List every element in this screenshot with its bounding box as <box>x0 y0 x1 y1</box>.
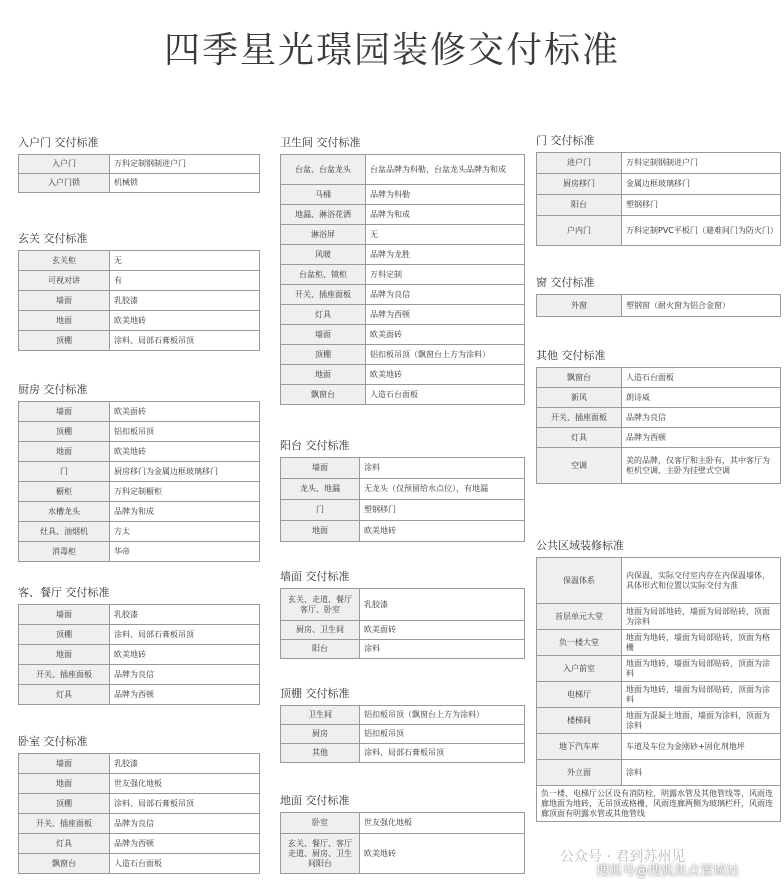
item-label: 台盆柜、镜柜 <box>281 265 366 285</box>
table-row <box>281 521 525 542</box>
item-value: 欧美地砖 <box>360 834 525 874</box>
item-label: 开关、插座面板 <box>19 665 110 685</box>
table-row <box>537 760 781 786</box>
item-value: 美的品牌，仅客厅和主卧有，其中客厅为柜机空调、主卧为挂壁式空调 <box>622 448 781 484</box>
table-row <box>19 482 260 502</box>
item-value: 品牌为科勒 <box>366 185 525 205</box>
table-row <box>19 155 260 174</box>
item-value: 朗诗威 <box>622 388 781 408</box>
item-label: 门 <box>281 500 360 521</box>
item-value: 涂料、局部石膏板吊顶 <box>110 625 260 645</box>
section-bathroom <box>280 135 525 405</box>
table-row <box>537 295 781 317</box>
section-title: 玄关 交付标准 <box>18 232 88 245</box>
table-row <box>19 665 260 685</box>
spec-table <box>18 154 260 193</box>
table-row <box>537 388 781 408</box>
item-value: 品牌为良信 <box>622 408 781 428</box>
item-value: 人造石台面板 <box>366 385 525 405</box>
item-value: 欧美地砖 <box>110 311 260 331</box>
table-row <box>19 834 260 854</box>
item-value: 欧美面砖 <box>360 621 525 640</box>
table-row <box>19 522 260 542</box>
item-label: 厨房 <box>281 725 360 744</box>
item-value: 机械锁 <box>110 174 260 193</box>
spec-table <box>280 457 525 542</box>
item-label: 门 <box>19 462 110 482</box>
table-row <box>281 225 525 245</box>
item-label: 灯具 <box>19 685 110 705</box>
item-value: 铝扣板吊顶 <box>110 422 260 442</box>
section-title: 厨房 交付标准 <box>18 383 88 396</box>
table-row <box>537 708 781 734</box>
item-value: 品牌为良信 <box>110 665 260 685</box>
table-row <box>19 442 260 462</box>
item-label: 阳台 <box>281 640 360 659</box>
item-label: 空调 <box>537 448 622 484</box>
item-label: 卧室 <box>281 813 360 834</box>
spec-table <box>18 250 260 351</box>
table-row <box>19 794 260 814</box>
item-value: 地面为混凝土地面，墙面为涂料，顶面为涂料 <box>622 708 781 734</box>
item-value: 人造石台面板 <box>110 854 260 874</box>
item-label: 玄关、餐厅、客厅走道、厨房、卫生间阳台 <box>281 834 360 874</box>
item-value: 乳胶漆 <box>360 589 525 621</box>
spec-table <box>536 557 781 822</box>
item-label: 地面 <box>281 365 366 385</box>
item-label: 开关、插座面板 <box>281 285 366 305</box>
table-row <box>19 542 260 562</box>
item-value: 涂料、局部石膏板吊顶 <box>110 794 260 814</box>
section-living-dining <box>18 585 260 705</box>
section-title: 窗 交付标准 <box>536 276 595 289</box>
item-value: 地面为局部地砖，墙面为局部贴砖，顶面为涂料 <box>622 604 781 630</box>
spec-table <box>18 604 260 705</box>
table-row <box>281 185 525 205</box>
item-value: 铝扣板吊顶 <box>360 725 525 744</box>
item-value: 品牌为良信 <box>366 285 525 305</box>
item-value: 万科定制 <box>366 265 525 285</box>
table-row <box>537 216 781 246</box>
item-value: 有 <box>110 271 260 291</box>
item-label: 飘窗台 <box>19 854 110 874</box>
item-label: 楼梯间 <box>537 708 622 734</box>
table-row <box>281 285 525 305</box>
item-value: 欧美地砖 <box>110 442 260 462</box>
section-title: 其他 交付标准 <box>536 349 606 362</box>
item-value: 品牌为西顿 <box>110 834 260 854</box>
item-label: 灯具 <box>537 428 622 448</box>
table-row <box>537 174 781 195</box>
item-label: 地面 <box>19 774 110 794</box>
table-row <box>19 754 260 774</box>
item-label: 可视对讲 <box>19 271 110 291</box>
table-row <box>281 245 525 265</box>
item-label: 入户前室 <box>537 656 622 682</box>
section-doors <box>536 133 781 246</box>
spec-table <box>280 588 525 659</box>
table-row <box>19 854 260 874</box>
watermark-sohu: 搜狐号@搜狐焦点置城站 <box>596 864 740 879</box>
table-row <box>537 656 781 682</box>
item-label: 玄关、走道、餐厅客厅、卧室 <box>281 589 360 621</box>
table-row <box>281 458 525 479</box>
spec-table <box>536 367 781 484</box>
item-value: 万科定制钢制进户门 <box>622 153 781 174</box>
item-label: 电梯厅 <box>537 682 622 708</box>
item-label: 墙面 <box>19 402 110 422</box>
item-value: 品牌为和成 <box>110 502 260 522</box>
item-value: 世友强化地板 <box>110 774 260 794</box>
item-value: 铝扣板吊顶（飘窗台上方为涂料） <box>360 706 525 725</box>
item-value: 车道及车位为金刚砂+固化剂地坪 <box>622 734 781 760</box>
item-label: 厨房移门 <box>537 174 622 195</box>
section-title: 入户门 交付标准 <box>18 136 99 149</box>
page-title: 四季星光璟园装修交付标准 <box>163 30 620 71</box>
item-label: 顶棚 <box>19 794 110 814</box>
item-label: 地面 <box>19 645 110 665</box>
item-label: 墙面 <box>281 458 360 479</box>
spec-table <box>280 154 525 405</box>
spec-table <box>280 812 525 874</box>
item-value: 地面为地砖，墙面为局部贴砖，顶面为涂料 <box>622 682 781 708</box>
item-label: 灯具 <box>281 305 366 325</box>
table-row <box>537 734 781 760</box>
spec-table <box>18 401 260 562</box>
table-row <box>537 630 781 656</box>
item-label: 入户门 <box>19 155 110 174</box>
table-row <box>19 331 260 351</box>
item-label: 墙面 <box>281 325 366 345</box>
item-value: 欧美地砖 <box>360 521 525 542</box>
item-label: 入户门锁 <box>19 174 110 193</box>
item-label: 首层单元大堂 <box>537 604 622 630</box>
item-value: 塑钢移门 <box>360 500 525 521</box>
item-label: 橱柜 <box>19 482 110 502</box>
table-row <box>537 195 781 216</box>
spec-table <box>18 753 260 874</box>
section-title: 阳台 交付标准 <box>280 439 350 452</box>
item-value: 欧美面砖 <box>366 325 525 345</box>
note-row <box>537 786 781 822</box>
table-row <box>537 604 781 630</box>
item-value: 内保温，实际交付室内存在内保温墙体，具体形式和位置以实际交付为准 <box>622 558 781 604</box>
table-row <box>537 428 781 448</box>
table-row <box>281 385 525 405</box>
item-label: 淋浴屏 <box>281 225 366 245</box>
table-row <box>19 291 260 311</box>
section-title: 公共区域装修标准 <box>536 539 624 552</box>
item-label: 外立面 <box>537 760 622 786</box>
table-row <box>537 558 781 604</box>
table-row <box>19 251 260 271</box>
table-row <box>537 408 781 428</box>
table-row <box>281 813 525 834</box>
item-value: 万科定制橱柜 <box>110 482 260 502</box>
item-label: 灶具、油烟机 <box>19 522 110 542</box>
item-value: 乳胶漆 <box>110 291 260 311</box>
item-label: 墙面 <box>19 605 110 625</box>
item-value: 塑钢移门 <box>622 195 781 216</box>
item-label: 顶棚 <box>19 422 110 442</box>
table-row <box>281 479 525 500</box>
item-label: 龙头、地漏 <box>281 479 360 500</box>
item-label: 其他 <box>281 744 360 763</box>
table-row <box>281 640 525 659</box>
table-row <box>281 155 525 185</box>
item-label: 保温体系 <box>537 558 622 604</box>
item-value: 涂料 <box>360 640 525 659</box>
item-label: 地面 <box>19 442 110 462</box>
section-floor <box>280 793 525 874</box>
item-label: 进户门 <box>537 153 622 174</box>
table-row <box>281 325 525 345</box>
section-title: 门 交付标准 <box>536 134 595 147</box>
spec-table <box>536 152 781 246</box>
section-others <box>536 348 781 484</box>
item-label: 水槽龙头 <box>19 502 110 522</box>
table-row <box>537 368 781 388</box>
section-balcony <box>280 438 525 542</box>
section-wall <box>280 569 525 659</box>
item-label: 卫生间 <box>281 706 360 725</box>
item-label: 开关、插座面板 <box>537 408 622 428</box>
section-windows <box>536 275 781 317</box>
item-label: 厨房、卫生间 <box>281 621 360 640</box>
table-row <box>537 682 781 708</box>
spec-table <box>536 294 781 317</box>
item-label: 顶棚 <box>19 625 110 645</box>
table-row <box>19 422 260 442</box>
table-row <box>281 365 525 385</box>
item-value: 金属边框玻璃移门 <box>622 174 781 195</box>
item-label: 顶棚 <box>281 345 366 365</box>
section-entry-door <box>18 135 260 193</box>
item-value: 铝扣板吊顶（飘窗台上方为涂料） <box>366 345 525 365</box>
table-row <box>281 744 525 763</box>
item-label: 地漏、淋浴花洒 <box>281 205 366 225</box>
item-value: 塑钢窗（耐火窗为铝合金窗） <box>622 295 781 317</box>
item-value: 欧美面砖 <box>110 402 260 422</box>
item-value: 涂料 <box>622 760 781 786</box>
table-row <box>281 621 525 640</box>
item-label: 玄关柜 <box>19 251 110 271</box>
item-label: 地下汽车库 <box>537 734 622 760</box>
item-value: 乳胶漆 <box>110 605 260 625</box>
table-row <box>19 814 260 834</box>
item-value: 品牌为西顿 <box>622 428 781 448</box>
item-label: 消毒柜 <box>19 542 110 562</box>
table-row <box>281 205 525 225</box>
item-value: 地面为地砖，墙面为局部贴砖，顶面为格栅 <box>622 630 781 656</box>
item-value: 万科定制PVC平板门（避难间门为防火门） <box>622 216 781 246</box>
item-label: 台盆、台盆龙头 <box>281 155 366 185</box>
item-value: 无 <box>366 225 525 245</box>
section-kitchen <box>18 382 260 562</box>
table-row <box>281 706 525 725</box>
item-label: 墙面 <box>19 291 110 311</box>
section-title: 客、餐厅 交付标准 <box>18 586 110 599</box>
table-row <box>281 500 525 521</box>
item-label: 外窗 <box>537 295 622 317</box>
item-value: 厨房移门为金属边框玻璃移门 <box>110 462 260 482</box>
item-value: 品牌为和成 <box>366 205 525 225</box>
section-foyer <box>18 231 260 351</box>
table-row <box>19 645 260 665</box>
item-value: 涂料、局部石膏板吊顶 <box>110 331 260 351</box>
item-label: 灯具 <box>19 834 110 854</box>
item-value: 涂料 <box>360 458 525 479</box>
item-value: 人造石台面板 <box>622 368 781 388</box>
item-value: 品牌为龙胜 <box>366 245 525 265</box>
table-row <box>19 625 260 645</box>
section-title: 卧室 交付标准 <box>18 735 88 748</box>
section-title: 顶棚 交付标准 <box>280 687 350 700</box>
item-label: 新风 <box>537 388 622 408</box>
table-row <box>19 774 260 794</box>
table-row <box>537 153 781 174</box>
table-row <box>281 725 525 744</box>
table-row <box>19 174 260 193</box>
table-row <box>281 305 525 325</box>
table-row <box>281 834 525 874</box>
table-row <box>19 685 260 705</box>
table-row <box>19 502 260 522</box>
table-row <box>281 265 525 285</box>
item-label: 户内门 <box>537 216 622 246</box>
table-row <box>19 605 260 625</box>
table-row <box>537 448 781 484</box>
item-label: 开关、插座面板 <box>19 814 110 834</box>
item-label: 地面 <box>19 311 110 331</box>
section-public-area <box>536 538 781 822</box>
item-value: 方太 <box>110 522 260 542</box>
table-row <box>281 345 525 365</box>
section-ceiling <box>280 686 525 763</box>
table-row <box>19 402 260 422</box>
item-label: 风暖 <box>281 245 366 265</box>
item-value: 欧美地砖 <box>366 365 525 385</box>
item-value: 无龙头（仅预留给水点位），有地漏 <box>360 479 525 500</box>
section-title: 地面 交付标准 <box>280 794 350 807</box>
section-title: 卫生间 交付标准 <box>280 136 361 149</box>
section-bedroom <box>18 734 260 874</box>
spec-table <box>280 705 525 763</box>
item-value: 万科定制钢制进户门 <box>110 155 260 174</box>
item-value: 无 <box>110 251 260 271</box>
item-value: 地面为地砖，墙面为局部贴砖，顶面为涂料 <box>622 656 781 682</box>
watermark-wechat: 公众号 · 君到苏州见 <box>560 849 686 865</box>
table-row <box>19 311 260 331</box>
section-title: 墙面 交付标准 <box>280 570 350 583</box>
table-row <box>281 589 525 621</box>
item-label: 飘窗台 <box>537 368 622 388</box>
item-value: 品牌为西顿 <box>366 305 525 325</box>
item-value: 品牌为良信 <box>110 814 260 834</box>
item-value: 乳胶漆 <box>110 754 260 774</box>
item-label: 负一楼大堂 <box>537 630 622 656</box>
table-row <box>19 271 260 291</box>
item-value: 世友强化地板 <box>360 813 525 834</box>
table-row <box>19 462 260 482</box>
item-label: 阳台 <box>537 195 622 216</box>
item-label: 墙面 <box>19 754 110 774</box>
item-label: 地面 <box>281 521 360 542</box>
item-value: 欧美地砖 <box>110 645 260 665</box>
item-value: 涂料、局部石膏板吊顶 <box>360 744 525 763</box>
item-label: 马桶 <box>281 185 366 205</box>
item-value: 华帝 <box>110 542 260 562</box>
section-note: 负一楼、电梯厅公区设有消防栓，明露水管及其他管线等，风雨连廊地面为地砖，无吊顶或格栅，风雨连廊两侧为玻璃栏杆，风雨连廊顶面有明露水管或其他管线 <box>537 786 781 822</box>
item-value: 台盆品牌为科勒，台盆龙头品牌为和成 <box>366 155 525 185</box>
item-label: 顶棚 <box>19 331 110 351</box>
item-value: 品牌为西顿 <box>110 685 260 705</box>
item-label: 飘窗台 <box>281 385 366 405</box>
